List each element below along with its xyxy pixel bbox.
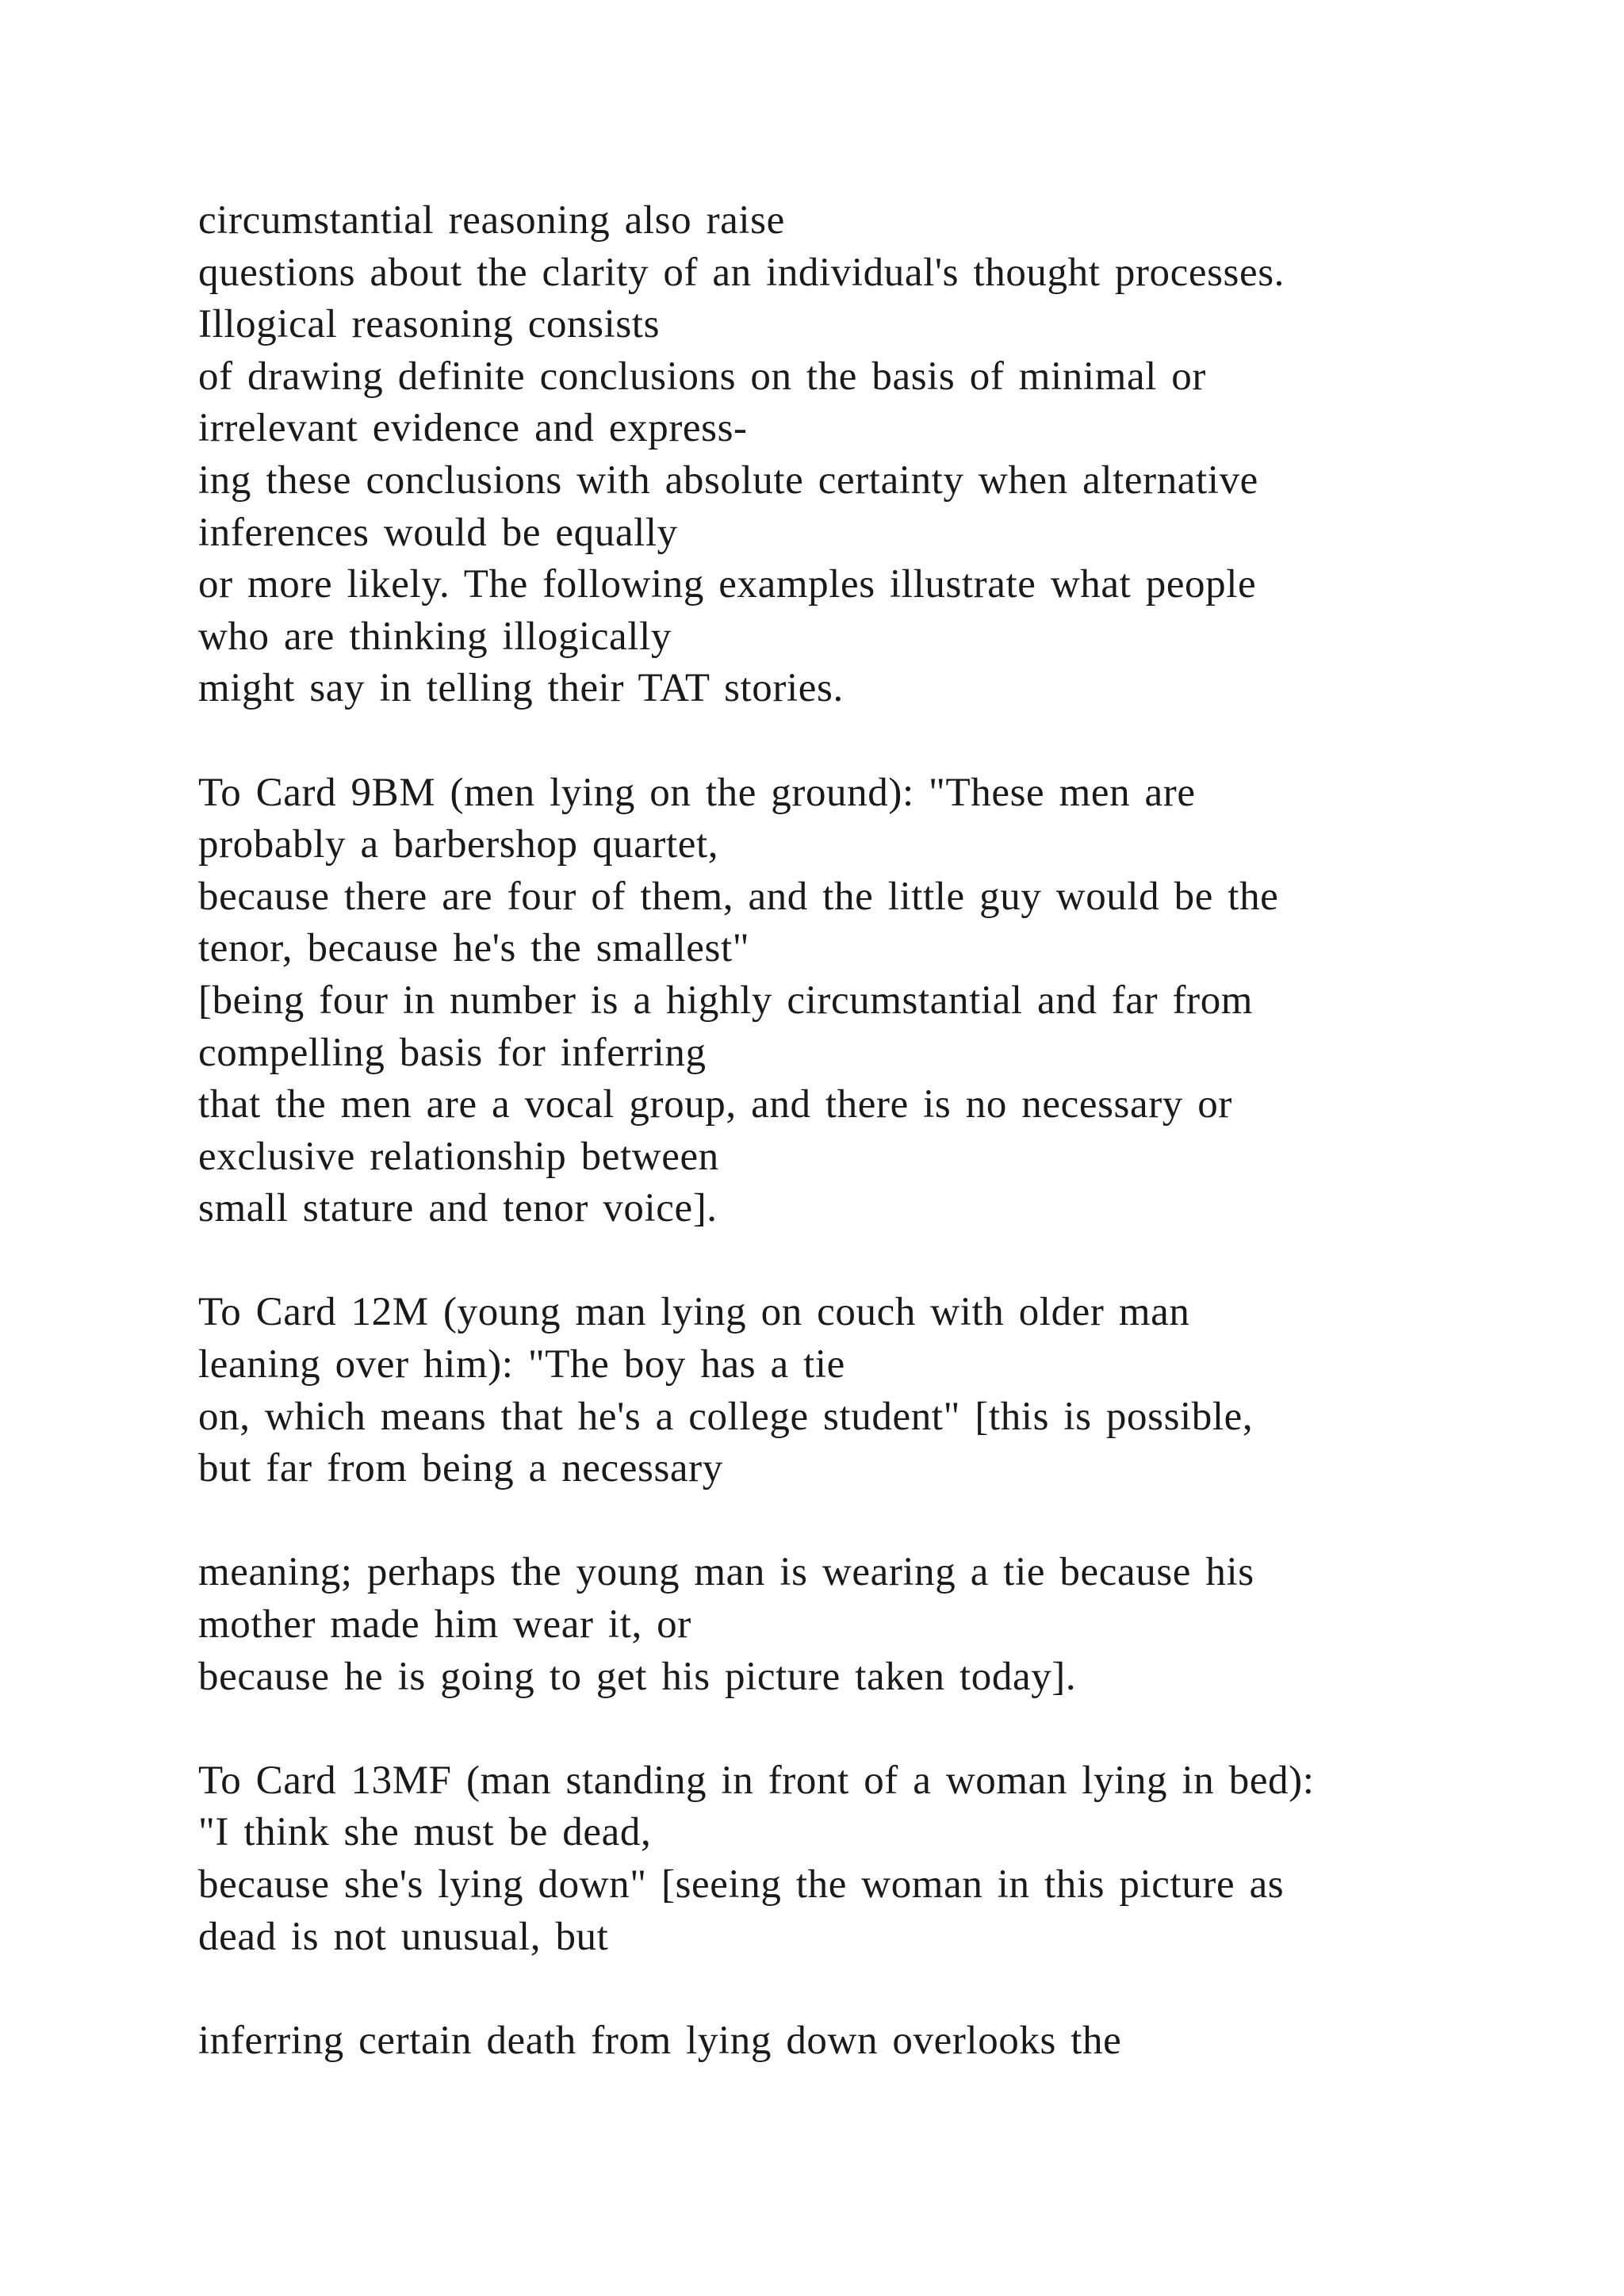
paragraph-gap xyxy=(198,1703,1546,1755)
text-line: inferences would be equally xyxy=(198,510,678,555)
paragraph xyxy=(198,2015,1546,2068)
text-line: To Card 13MF (man standing in front of a woman lying in bed): xyxy=(198,1758,1315,1803)
text-line: circumstantial reasoning also raise xyxy=(198,198,785,243)
paragraph xyxy=(198,1287,1546,1494)
text-line: but far from being a necessary xyxy=(198,1446,723,1491)
text-line: on, which means that he's a college student" [this is possible, xyxy=(198,1394,1254,1439)
text-line: small stature and tenor voice]. xyxy=(198,1186,718,1231)
text-line: or more likely. The following examples illustrate what people xyxy=(198,562,1257,607)
text-line: exclusive relationship between xyxy=(198,1134,719,1179)
text-line: dead is not unusual, but xyxy=(198,1914,609,1959)
text-line: meaning; perhaps the young man is wearing a tie because his xyxy=(198,1550,1254,1595)
text-line: mother made him wear it, or xyxy=(198,1602,691,1647)
text-line: To Card 9BM (men lying on the ground): "These men are xyxy=(198,770,1196,815)
text-line: probably a barbershop quartet, xyxy=(198,822,719,867)
text-line: ing these conclusions with absolute certainty when alternative xyxy=(198,457,1258,503)
paragraph-gap xyxy=(198,1963,1546,2015)
text-line: because he is going to get his picture taken today]. xyxy=(198,1654,1077,1699)
text-line: irrelevant evidence and express- xyxy=(198,406,748,451)
text-line: questions about the clarity of an individual's thought processes. xyxy=(198,250,1285,295)
body-text xyxy=(198,195,1546,2067)
text-line: who are thinking illogically xyxy=(198,614,672,659)
text-line: inferring certain death from lying down overlooks the xyxy=(198,2018,1122,2063)
text-line: Illogical reasoning consists xyxy=(198,302,661,347)
text-line: might say in telling their TAT stories. xyxy=(198,666,844,711)
text-line: that the men are a vocal group, and there is no necessary or xyxy=(198,1082,1232,1127)
text-line: compelling basis for inferring xyxy=(198,1030,707,1075)
text-line: tenor, because he's the smallest" xyxy=(198,926,750,971)
paragraph xyxy=(198,767,1546,1235)
text-line: of drawing definite conclusions on the basis of minimal or xyxy=(198,354,1206,399)
text-line: "I think she must be dead, xyxy=(198,1810,652,1855)
paragraph-gap xyxy=(198,1235,1546,1288)
text-line: because she's lying down" [seeing the woman in this picture as xyxy=(198,1862,1285,1907)
paragraph xyxy=(198,1755,1546,1963)
paragraph-gap xyxy=(198,1495,1546,1548)
text-line: [being four in number is a highly circumstantial and far from xyxy=(198,978,1254,1023)
text-line: leaning over him): "The boy has a tie xyxy=(198,1342,845,1387)
text-line: To Card 12M (young man lying on couch with older man xyxy=(198,1290,1190,1335)
text-line: because there are four of them, and the little guy would be the xyxy=(198,874,1279,919)
paragraph xyxy=(198,195,1546,715)
paragraph xyxy=(198,1547,1546,1703)
paragraph-gap xyxy=(198,715,1546,767)
